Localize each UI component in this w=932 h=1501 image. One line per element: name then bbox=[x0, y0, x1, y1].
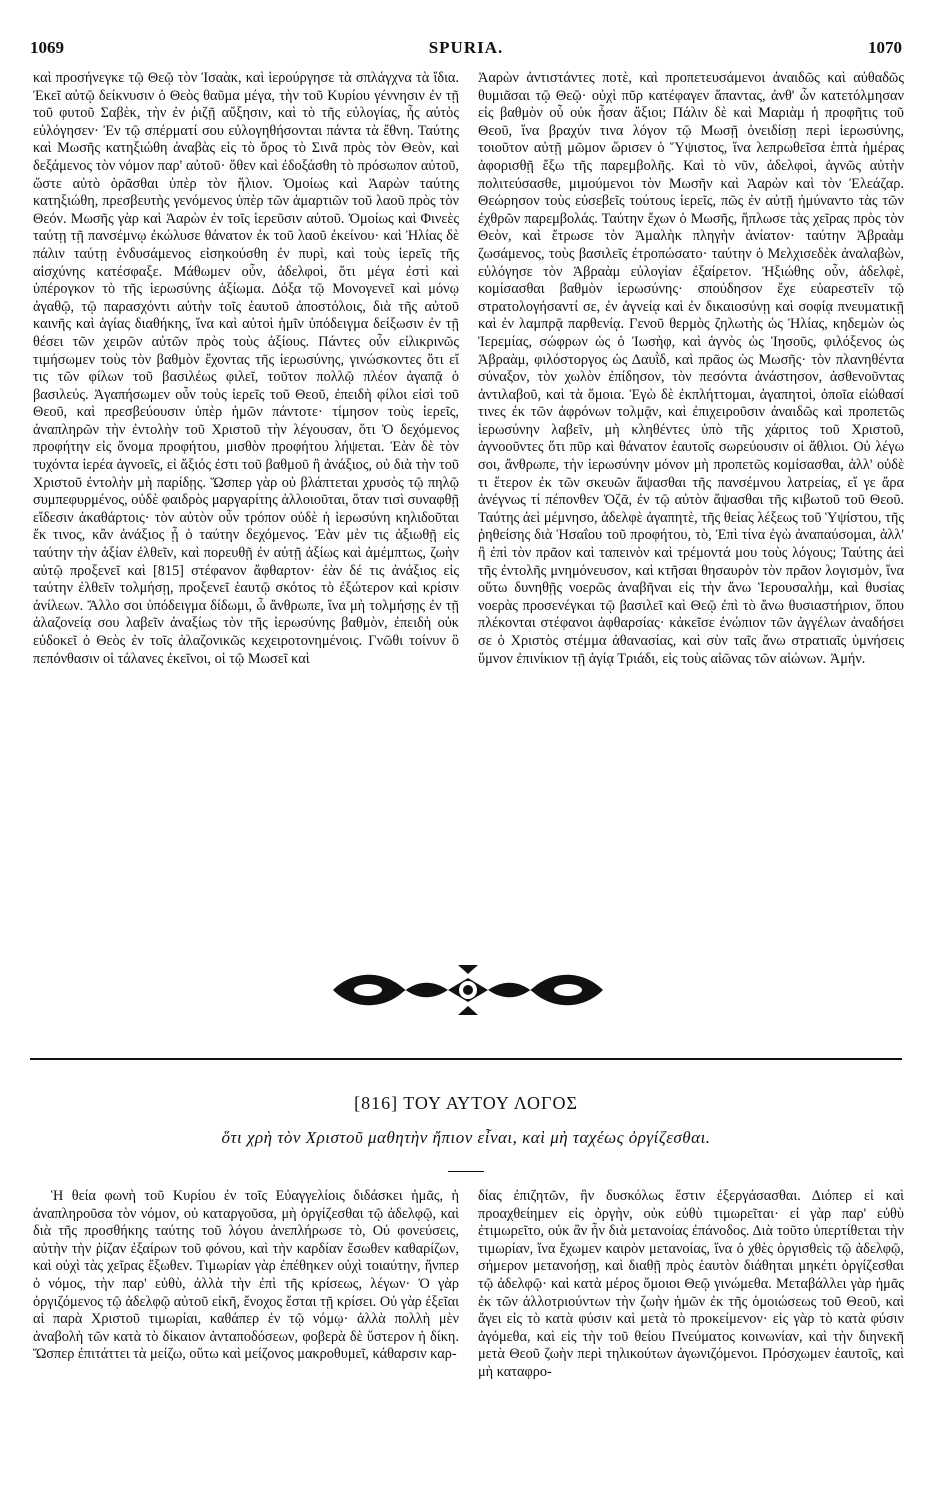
upper-right-paragraph: Ἀαρὼν ἀντιστάντες ποτὲ, καὶ προπετευσάμενοι ἀναιδῶς καὶ αὐθαδῶς θυμιᾶσαι τῷ Θεῷ· οὐχὶ πῦρ κατέφαγεν ἅπαντας, ἀνθ' ὧν κατετόλμησαν εἰς βαθμὸν οὗ οὐκ ἦσαν ἄξιοι; Πάλιν δὲ καὶ Μαριὰμ ἡ προφῆτις τοῦ Θεοῦ, ἵνα βραχύν τινα λόγον τῷ Μωσῇ ὀνειδίσῃ περὶ ἱερωσύνης, τοιοῦτον αὐτῇ μῶμον ὥρισεν ὁ Ὕψιστος, ἵνα λεπρωθεῖσα ἑπτὰ ἡμέρας ἀφορισθῇ ἔξω τῆς παρεμβολῆς. Καὶ τὸ νῦν, ἀδελφοὶ, ἁγνῶς αὐτὴν πολιτεύσασθε, μιμούμενοι τὸν Μωσῆν καὶ Ἀαρὼν καὶ τὸν Ἐλεάζαρ. Θεώρησον τοὺς εὐσεβεῖς τούτους ἱερεῖς, πῶς ἐν αὐτῇ ἠμύναντο τὰς τῶν ἐχθρῶν παρεμβολάς. Ταύτην ἔχων ὁ Μωσῆς, ἥπλωσε τὰς χεῖρας πρὸς τὸν Θεὸν, καὶ ἔτρωσε τὸν Ἀμαλὴκ πληγὴν ἀνίατον· ταύτην Ἀβραὰμ ζωσάμενος, τοὺς βασιλεῖς ἐτροπώσατο· ταύτην ὁ Μελχισεδὲκ ἀναλαβὼν, εὐλόγησε τὸν Ἀβραὰμ εὐλογίαν ἐξαίρετον. Ἠξιώθης οὖν, ἀδελφὲ, κομίσασθαι βαθμὸν ἱερωσύνης· σπούδησον ἔχε εὐαρεστεῖν τῷ στρατολογήσαντί σε, ἐν ἁγνείᾳ καὶ ἐν δικαιοσύνῃ καὶ σοφίᾳ πνευματικῇ καὶ ἐν λαμπρᾷ παρθενίᾳ. Γενοῦ θερμὸς ζηλωτὴς ὡς Ἠλίας, κηδεμὼν ὡς Ἱερεμίας, σώφρων ὡς ὁ Ἰωσὴφ, καὶ ἁγνὸς ὡς Ἰησοῦς, φιλόξενος ὡς Ἀβραὰμ, φιλόστοργος ὡς Δαυῒδ, καὶ πρᾶος ὡς Μωσῆς· τὸν πλανηθέντα σύναξον, τὸν χωλὸν ἐπίδησον, τὸν πεσόντα ἀνάστησον, ἀσθενοῦντας ἀντιλαβοῦ, καὶ τὰ ὅμοια. Ἐγὼ δὲ ἐκπλήττομαι, ἀγαπητοὶ, ὁποῖα εἰώθασί τινες ἐκ τῶν ἀφρόνων τολμᾷν, καὶ ἐπιχειροῦσιν ἀναιδῶς καὶ προπετῶς ἱερωσύνην λαβεῖν, μὴ κληθέντες ὑπὸ τῆς χάριτος τοῦ Χριστοῦ, ἀγνοοῦντες ὅτι πῦρ καὶ θάνατον ἑαυτοῖς σωρεύουσιν οἱ ἄθλιοι. Οὐ λέγω σοι, ἄνθρωπε, τὴν ἱερωσύνην μόνον μὴ προπετῶς κομίσασθαι, ἀλλ' οὐδὲ τι ἕτερον ἐκ τῶν σκευῶν ἅψασθαι τῆς πανσέμνου λατρείας, εἴ γε ἄρα ἀνέγνως τί πέπονθεν Ὀζᾶ, ἐν τῷ αὐτὸν ἅψασθαι τῆς κιβωτοῦ τοῦ Θεοῦ. Ταύτης ἀεὶ μέμνησο, ἀδελφὲ ἀγαπητὲ, τῆς θείας λέξεως τοῦ Ὑψίστου, τῆς ῥηθείσης διὰ Ἡσαΐου τοῦ προφήτου, τὸ, Ἐπὶ τίνα ἐγὼ ἀναπαύσομαι, ἀλλ' ἢ ἐπὶ τὸν πρᾶον καὶ ταπεινὸν καὶ τρέμοντά μου τοὺς λόγους; Ταύτης ἀεὶ τῆς ἐντολῆς μνημόνευσον, καὶ κτῆσαι θησαυρὸν τὸν πρᾶον λογισμὸν, ἵνα οὕτω δυνηθῇς νοερῶς ἀναβῆναι εἰς τὴν ἄνω Ἱερουσαλὴμ, καὶ θυσίας νοερὰς προσενέγκαι τῷ βασιλεῖ καὶ Θεῷ ἐπὶ τὸ ἄνω θυσιαστήριον, ὅπου πλέκονται στέφανοι ἀφθαρσίας· κἀκεῖσε ἐνώπιον τῶν ἀγγέλων ἀναδήσει σε ὁ Χριστὸς στέμμα ἀθανασίας, καὶ σὺν ταῖς ἄνω στρατιαῖς ὑμνήσεις ὕμνον ἐπινίκιον τῇ ἁγίᾳ Τριάδι, εἰς τοὺς αἰῶνας τῶν αἰώνων. Ἀμήν. bbox=[478, 70, 904, 667]
section-subtitle: ὅτι χρὴ τὸν Χριστοῦ μαθητὴν ἤπιον εἶναι, καὶ μὴ ταχέως ὀργίζεσθαι. bbox=[221, 1128, 711, 1147]
page-number-left: 1069 bbox=[30, 38, 64, 57]
page-header bbox=[30, 38, 902, 62]
upper-right-column bbox=[478, 70, 904, 950]
section-title: [816] ΤΟΥ ΑΥΤΟΥ ΛΟΓΟΣ bbox=[354, 1093, 578, 1113]
lower-right-paragraph: δίας ἐπιζητῶν, ἣν δυσκόλως ἔστιν ἐξεργάσασθαι. Διόπερ εἰ καὶ προαχθείημεν εἰς ὀργὴν, οὐκ εὐθὺ τιμωρεῖται· εἰ γὰρ παρ' εὐθὺ ἐτιμωρεῖτο, οὐκ ἂν ἦν διὰ μετανοίας ἐπάνοδος. Διὰ τοῦτο ὑπερτίθεται τὴν τιμωρίαν, ἵνα ἔχωμεν καιρὸν μετανοίας, ἵνα ὁ χθὲς ὀργισθεὶς τῷ ἀδελφῷ, σήμερον μετανοήσῃ, καὶ διαθῇ πρὸς ἑαυτὸν διάθηται μηκέτι ὀργίζεσθαι τῷ ἀδελφῷ· καὶ κατὰ μέρος ὅμοιοι Θεῷ γινώμεθα. Μεταβάλλει γὰρ ἡμᾶς ἐκ τῶν ἀλλοτριούντων τὴν ζωὴν ἡμῶν ἐκ τῆς ὁμοιώσεως τοῦ Θεοῦ, καὶ ἄγει εἰς τὸ κατὰ φύσιν καὶ μετὰ τὸ προκείμενον· εἰς γὰρ τὸ κατὰ φύσιν ἀγόμεθα, καὶ εἰς τὴν τοῦ θείου Πνεύματος κοινωνίαν, καὶ τὴν διηνεκῆ μετὰ Θεοῦ ζωὴν περὶ τηλικούτων ἀγωνιζόμενοι. Πρόσχωμεν ἑαυτοῖς, καὶ μὴ καταφρο- bbox=[478, 1188, 904, 1380]
upper-left-column bbox=[33, 70, 459, 950]
section-divider bbox=[30, 1058, 902, 1060]
short-dash-divider bbox=[448, 1171, 484, 1172]
decorative-ornament bbox=[323, 960, 613, 1020]
page-number-right: 1070 bbox=[868, 38, 902, 57]
lower-right-column bbox=[478, 1188, 904, 1478]
running-title: SPURIA. bbox=[428, 38, 504, 57]
lower-left-column bbox=[33, 1188, 459, 1478]
lower-left-paragraph: Ἡ θεία φωνὴ τοῦ Κυρίου ἐν τοῖς Εὐαγγελίοις διδάσκει ἡμᾶς, ἡ ἀναπληροῦσα τὸν νόμον, οὐ καταργοῦσα, μὴ ὀργίζεσθαι τῷ ἀδελφῷ, καὶ διὰ τῆς προσθήκης ταύτης τοῦ λόγου ἀνεπλήρωσε τὸ, Οὐ φονεύσεις, αὐτὴν τὴν ῥίζαν ἐξαίρων τοῦ φόνου, καὶ τὴν καρδίαν ἔσωθεν καθαρίζων, καὶ οὐχὶ τὰς χεῖρας ἔξωθεν. Τιμωρίαν γὰρ ἐπέθηκεν οὐχὶ τοιαύτην, ἥνπερ ὁ νόμος, τὴν παρ' εὐθὺ, ἀλλὰ τὴν ἐπὶ τῆς κρίσεως, λέγων· Ὁ γὰρ ὀργιζόμενος τῷ ἀδελφῷ αὐτοῦ εἰκῆ, ἔνοχος ἔσται τῇ κρίσει. Οὐ γὰρ ἐξεῖαι αἱ παρὰ Χριστοῦ τιμωρίαι, καθάπερ ἐν τῷ νόμῳ· ἀλλὰ πολλὴ μὲν ἀναβολὴ τῶν κατὰ τὸ δίκαιον ἀνταποδόσεων, φοβερὰ δὲ ὕστερον ἡ δίκη. Ὥσπερ ἐπιτάττει τὰ μείζω, οὕτω καὶ μείζονος μακροθυμεῖ, κάθαρσιν καρ- bbox=[33, 1188, 459, 1363]
upper-left-paragraph: καὶ προσήνεγκε τῷ Θεῷ τὸν Ἰσαὰκ, καὶ ἱερούργησε τὰ σπλάγχνα τὰ ἴδια. Ἐκεῖ αὐτῷ δείκνυσιν ὁ Θεὸς θαῦμα μέγα, τὴν τοῦ Κυρίου γέννησιν ἐν τῇ τοῦ φυτοῦ Σαβὲκ, τὴν ἐν ῥιζῇ αὔξησιν, καὶ τὸ τῆς εὐλογίας, ἧς αὐτὸς εὐλόγησεν· Ἐν τῷ σπέρματί σου εὐλογηθήσονται πάντα τὰ ἔθνη. Ταύτης καὶ Μωσῆς κατηξιώθη ἀναβὰς εἰς τὸ ὄρος τὸ Σινᾶ πρὸς τὸν Θεὸν, καὶ δεξάμενος τὸν νόμον παρ' αὐτοῦ· ὅθεν καὶ ἐδοξάσθη τὸ πρόσωπον αὐτοῦ, ὥστε αὐτὸ ὁρᾶσθαι ὑπὲρ τὸν ἥλιον. Ὁμοίως καὶ Ἀαρὼν ταύτης κατηξιώθη, πρεσβευτὴς γενόμενος ὑπὲρ τῶν ἁμαρτιῶν τοῦ λαοῦ πρὸς τὸν Θεόν. Μωσῆς γὰρ καὶ Ἀαρὼν ἐν τοῖς ἱερεῦσιν αὐτοῦ. Ὁμοίως καὶ Φινεὲς ταύτῃ τῇ πανσέμνῳ ἐκώλυσε θάνατον ἐκ τοῦ λαοῦ ἐκείνου· καὶ Ἠλίας δὲ πάλιν ταύτῃ ἐνδυσάμενος εἰσηκούσθη ἐν πυρὶ, καὶ τοὺς ἱερεῖς τῆς αἰσχύνης κατέσφαξε. Μάθωμεν οὖν, ἀδελφοὶ, ὅτι μέγα ἐστὶ καὶ ὑπέρογκον τὸ τῆς ἱερωσύνης ἀξίωμα. Δόξα τῷ Μονογενεῖ καὶ μόνῳ ἀγαθῷ, τῷ παρασχόντι αὐτὴν τοῖς ἑαυτοῦ ἀποστόλοις, διὰ τῆς αὐτοῦ καινῆς καὶ ἁγίας διαθήκης, ἵνα καὶ αὐτοὶ ἡμῖν ὑπόδειγμα δείξωσιν ἐν τῇ θέσει τῶν χειρῶν αὐτῶν πρὸς τοὺς ἀξίους. Πάντες οὖν εἰλικρινῶς τιμήσωμεν τοὺς τὸν βαθμὸν ἔχοντας τῆς ἱερωσύνης, γινώσκοντες ὅτι εἴ τις τῶν φίλων τοῦ βασιλέως φιλεῖ, τοῦτον πολλῷ πλέον ἀγαπᾷ ὁ βασιλεύς. Ἀγαπήσωμεν οὖν τοὺς ἱερεῖς τοῦ Θεοῦ, ἐπειδὴ φίλοι εἰσὶ τοῦ Θεοῦ, καὶ πρεσβεύουσιν ὑπὲρ ἡμῶν πάντοτε· τίμησον τοὺς ἱερεῖς, ἀναπληρῶν τὴν ἐντολὴν τοῦ Χριστοῦ τὴν λέγουσαν, ὅτι Ὁ δεχόμενος προφήτην εἰς ὄνομα προφήτου, μισθὸν προφήτου λήψεται. Ἐὰν δὲ τὸν τυχόντα ἱερέα ἀγνοεῖς, εἰ ἄξιός ἐστι τοῦ βαθμοῦ ἢ ἀνάξιος, οὐ διὰ τὴν τοῦ Χριστοῦ ἐντολὴν μὴ παρίδῃς. Ὥσπερ γὰρ οὐ βλάπτεται χρυσὸς τῷ πηλῷ συμπεφυρμένος, οὐδὲ φαιδρὸς μαργαρίτης ἀλλοιοῦται, ὅταν τισὶ συναφθῇ εἴδεσιν ἀκαθάρτοις· τὸν αὐτὸν οὖν τρόπον οὐδὲ ἡ ἱερωσύνη κηλιδοῦται ἔκ τινος, κἂν ἀνάξιος ᾖ ὁ ταύτην δεχόμενος. Ἐὰν μὲν τις ἀξιωθῇ εἰς ταύτην τὴν ἀξίαν ἐλθεῖν, καὶ πορευθῇ ἐν αὐτῇ ἀξίως καὶ ἀμέμπτως, ζωὴν αὐτῷ προξενεῖ καὶ [815] στέφανον ἄφθαρτον· ἐὰν δέ τις ἀνάξιος εἰς ταύτην ἐλθεῖν τολμήσῃ, προξενεῖ ἑαυτῷ σκότος τὸ ἐξώτερον καὶ κρίσιν ἀνίλεων. Ἄλλο σοι ὑπόδειγμα δίδωμι, ὦ ἄνθρωπε, ἵνα μὴ τολμήσῃς ἐν τῇ ἀλαζονείᾳ σου λαβεῖν ἀναξίως τὸν τῆς ἱερωσύνης βαθμὸν, ἐπειδὴ οὐκ εὐδοκεῖ ὁ Θεὸς ἐν τοῖς ἀλαζονικῶς κεχειροτονημένοις. Γνῶθι τοίνυν ὃ πεπόνθασιν οἱ τάλανες ἐκεῖνοι, οἱ τῷ Μωσεῖ καὶ bbox=[33, 70, 459, 667]
